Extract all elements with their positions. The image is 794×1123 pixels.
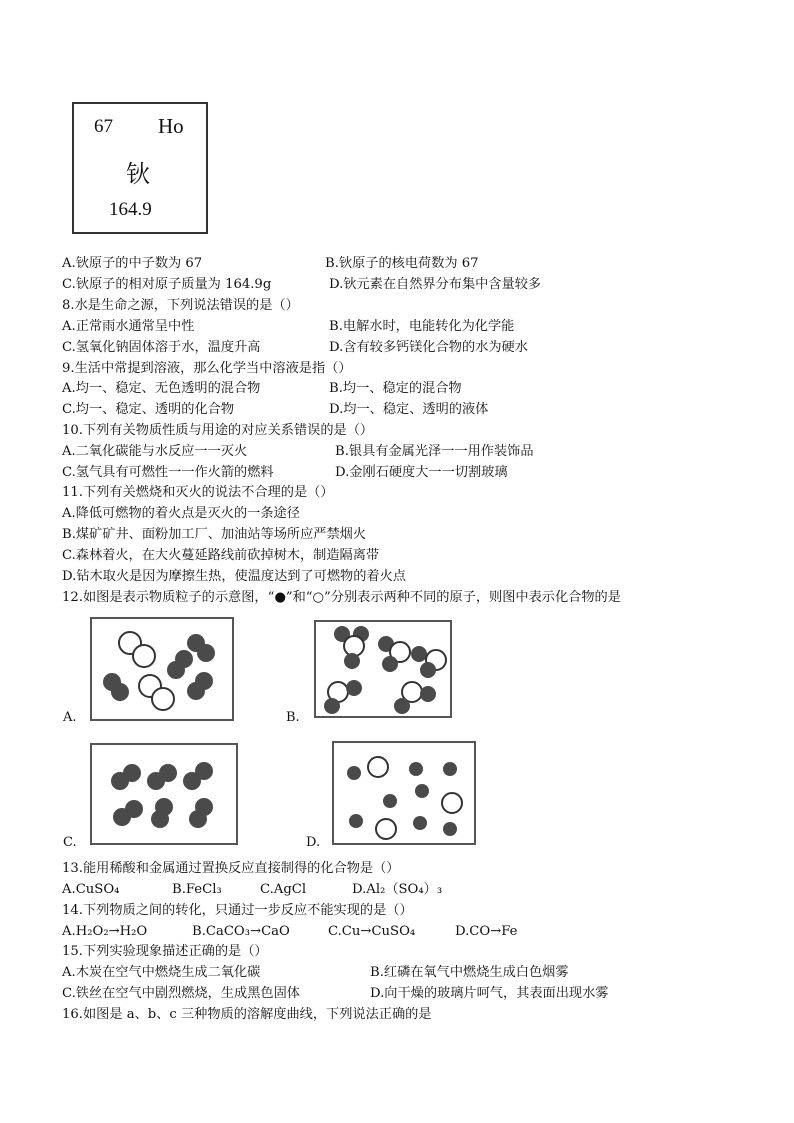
q13-option-a: A.CuSO₄ <box>62 882 120 897</box>
white-atom <box>344 636 364 656</box>
q12-stem: 12.如图是表示物质粒子的示意图，“●”和“○”分别表示两种不同的原子，则图中表示化合物的是 <box>62 590 621 605</box>
q9-stem: 9.生活中常提到溶液，那么化学当中溶液是指（） <box>62 361 352 376</box>
dark-atom <box>346 680 362 696</box>
q8-option-a: A.正常雨水通常呈中性 <box>62 319 195 334</box>
q12-label-c: C. <box>63 835 77 850</box>
dark-atom <box>420 686 436 702</box>
q15-stem: 15.下列实验现象描述正确的是（） <box>62 944 268 959</box>
dark-atom <box>123 764 141 782</box>
dark-atom <box>411 646 427 662</box>
white-atom <box>376 819 396 839</box>
q13-option-c: C.AgCl <box>260 882 307 897</box>
q12-label-a: A. <box>63 710 77 725</box>
particle-diagram-a <box>90 617 234 721</box>
q14-option-d: D.CO→Fe <box>455 924 518 939</box>
q11-option-d: D.钻木取火是因为摩擦生热，使温度达到了可燃物的着火点 <box>62 569 406 584</box>
q11-option-b: B.煤矿矿井、面粉加工厂、加油站等场所应严禁烟火 <box>62 527 367 542</box>
dark-atom <box>197 644 215 662</box>
particle-diagram-d-svg <box>334 743 474 843</box>
q7-option-b: B.钬原子的核电荷数为 67 <box>325 256 479 271</box>
white-atom <box>152 688 174 710</box>
q8-option-c: C.氢氧化钠固体溶于水，温度升高 <box>62 340 261 355</box>
q11-option-c: C.森林着火，在大火蔓延路线前砍掉树木，制造隔离带 <box>62 548 380 563</box>
q7-option-a: A.钬原子的中子数为 67 <box>62 256 203 271</box>
q11-stem: 11.下列有关燃烧和灭火的说法不合理的是（） <box>62 485 334 500</box>
dark-atom <box>187 682 205 700</box>
q8-stem: 8.水是生命之源，下列说法错误的是（） <box>62 298 299 313</box>
q10-option-c: C.氢气具有可燃性一一作火箭的燃料 <box>62 465 274 480</box>
q10-option-a: A.二氧化碳能与水反应一一灭火 <box>62 444 248 459</box>
dark-atom <box>394 698 410 714</box>
q13-option-d: D.Al₂（SO₄）₃ <box>352 882 443 897</box>
q8-option-b: B.电解水时，电能转化为化学能 <box>329 319 515 334</box>
dark-atom <box>413 816 427 830</box>
q7-option-d: D.钬元素在自然界分布集中含量较多 <box>329 277 542 292</box>
dark-atom <box>195 762 213 780</box>
q14-option-b: B.CaCO₃→CaO <box>192 924 290 939</box>
dark-atom <box>125 800 143 818</box>
atomic-mass: 164.9 <box>109 199 152 220</box>
q15-option-b: B.红磷在氧气中燃烧生成白色烟雾 <box>370 965 569 980</box>
q10-option-d: D.金刚石硬度大一一切割玻璃 <box>335 465 508 480</box>
dark-atom <box>443 822 457 836</box>
q13-stem: 13.能用稀酸和金属通过置换反应直接制得的化合物是（） <box>62 861 400 876</box>
q10-stem: 10.下列有关物质性质与用途的对应关系错误的是（） <box>62 423 374 438</box>
q8-option-d: D.含有较多钙镁化合物的水为硬水 <box>329 340 528 355</box>
element-symbol: Ho <box>158 114 184 138</box>
q7-option-c: C.钬原子的相对原子质量为 164.9g <box>62 277 272 292</box>
dark-atom <box>344 653 360 669</box>
dark-atom <box>159 764 177 782</box>
q9-option-a: A.均一、稳定、无色透明的混合物 <box>62 381 261 396</box>
dark-atom <box>420 662 436 678</box>
q12-label-b: B. <box>286 710 300 725</box>
q11-option-a: A.降低可燃物的着火点是灭火的一条途径 <box>62 506 300 521</box>
dark-atom <box>324 698 340 714</box>
particle-diagram-c-svg <box>92 745 236 843</box>
dark-atom <box>349 814 363 828</box>
particle-diagram-b-svg <box>316 622 450 716</box>
q9-option-c: C.均一、稳定、透明的化合物 <box>62 402 235 417</box>
q15-option-c: C.铁丝在空气中剧烈燃烧，生成黑色固体 <box>62 986 300 1001</box>
q9-option-d: D.均一、稳定、透明的液体 <box>329 402 489 417</box>
q16-stem: 16.如图是 a、b、c 三种物质的溶解度曲线，下列说法正确的是 <box>62 1007 432 1022</box>
dark-atom <box>167 661 185 679</box>
q14-option-a: A.H₂O₂→H₂O <box>62 924 148 939</box>
q14-option-c: C.Cu→CuSO₄ <box>328 924 416 939</box>
dark-atom <box>383 794 397 808</box>
dark-atom <box>415 784 429 798</box>
dark-atom <box>347 766 361 780</box>
q9-option-b: B.均一、稳定的混合物 <box>329 381 462 396</box>
white-atom <box>133 645 155 667</box>
particle-diagram-c <box>90 743 238 845</box>
atomic-number: 67 <box>94 116 113 137</box>
particle-diagram-d <box>332 741 476 845</box>
q15-option-d: D.向干燥的玻璃片呵气，其表面出现水雾 <box>370 986 609 1001</box>
dark-atom <box>155 798 173 816</box>
dark-atom <box>111 683 129 701</box>
element-card <box>72 102 208 234</box>
particle-diagram-a-svg <box>92 619 232 719</box>
q13-option-b: B.FeCl₃ <box>172 882 222 897</box>
element-name: 钬 <box>126 160 150 188</box>
dark-atom <box>409 762 423 776</box>
q15-option-a: A.木炭在空气中燃烧生成二氧化碳 <box>62 965 261 980</box>
dark-atom <box>195 798 213 816</box>
white-atom <box>442 793 462 813</box>
dark-atom <box>443 762 457 776</box>
q10-option-b: B.银具有金属光泽一一用作装饰品 <box>335 444 534 459</box>
particle-diagram-b <box>314 620 452 718</box>
q14-stem: 14.下列物质之间的转化，只通过一步反应不能实现的是（） <box>62 903 413 918</box>
white-atom <box>368 757 388 777</box>
q12-label-d: D. <box>306 835 321 850</box>
dark-atom <box>382 656 398 672</box>
